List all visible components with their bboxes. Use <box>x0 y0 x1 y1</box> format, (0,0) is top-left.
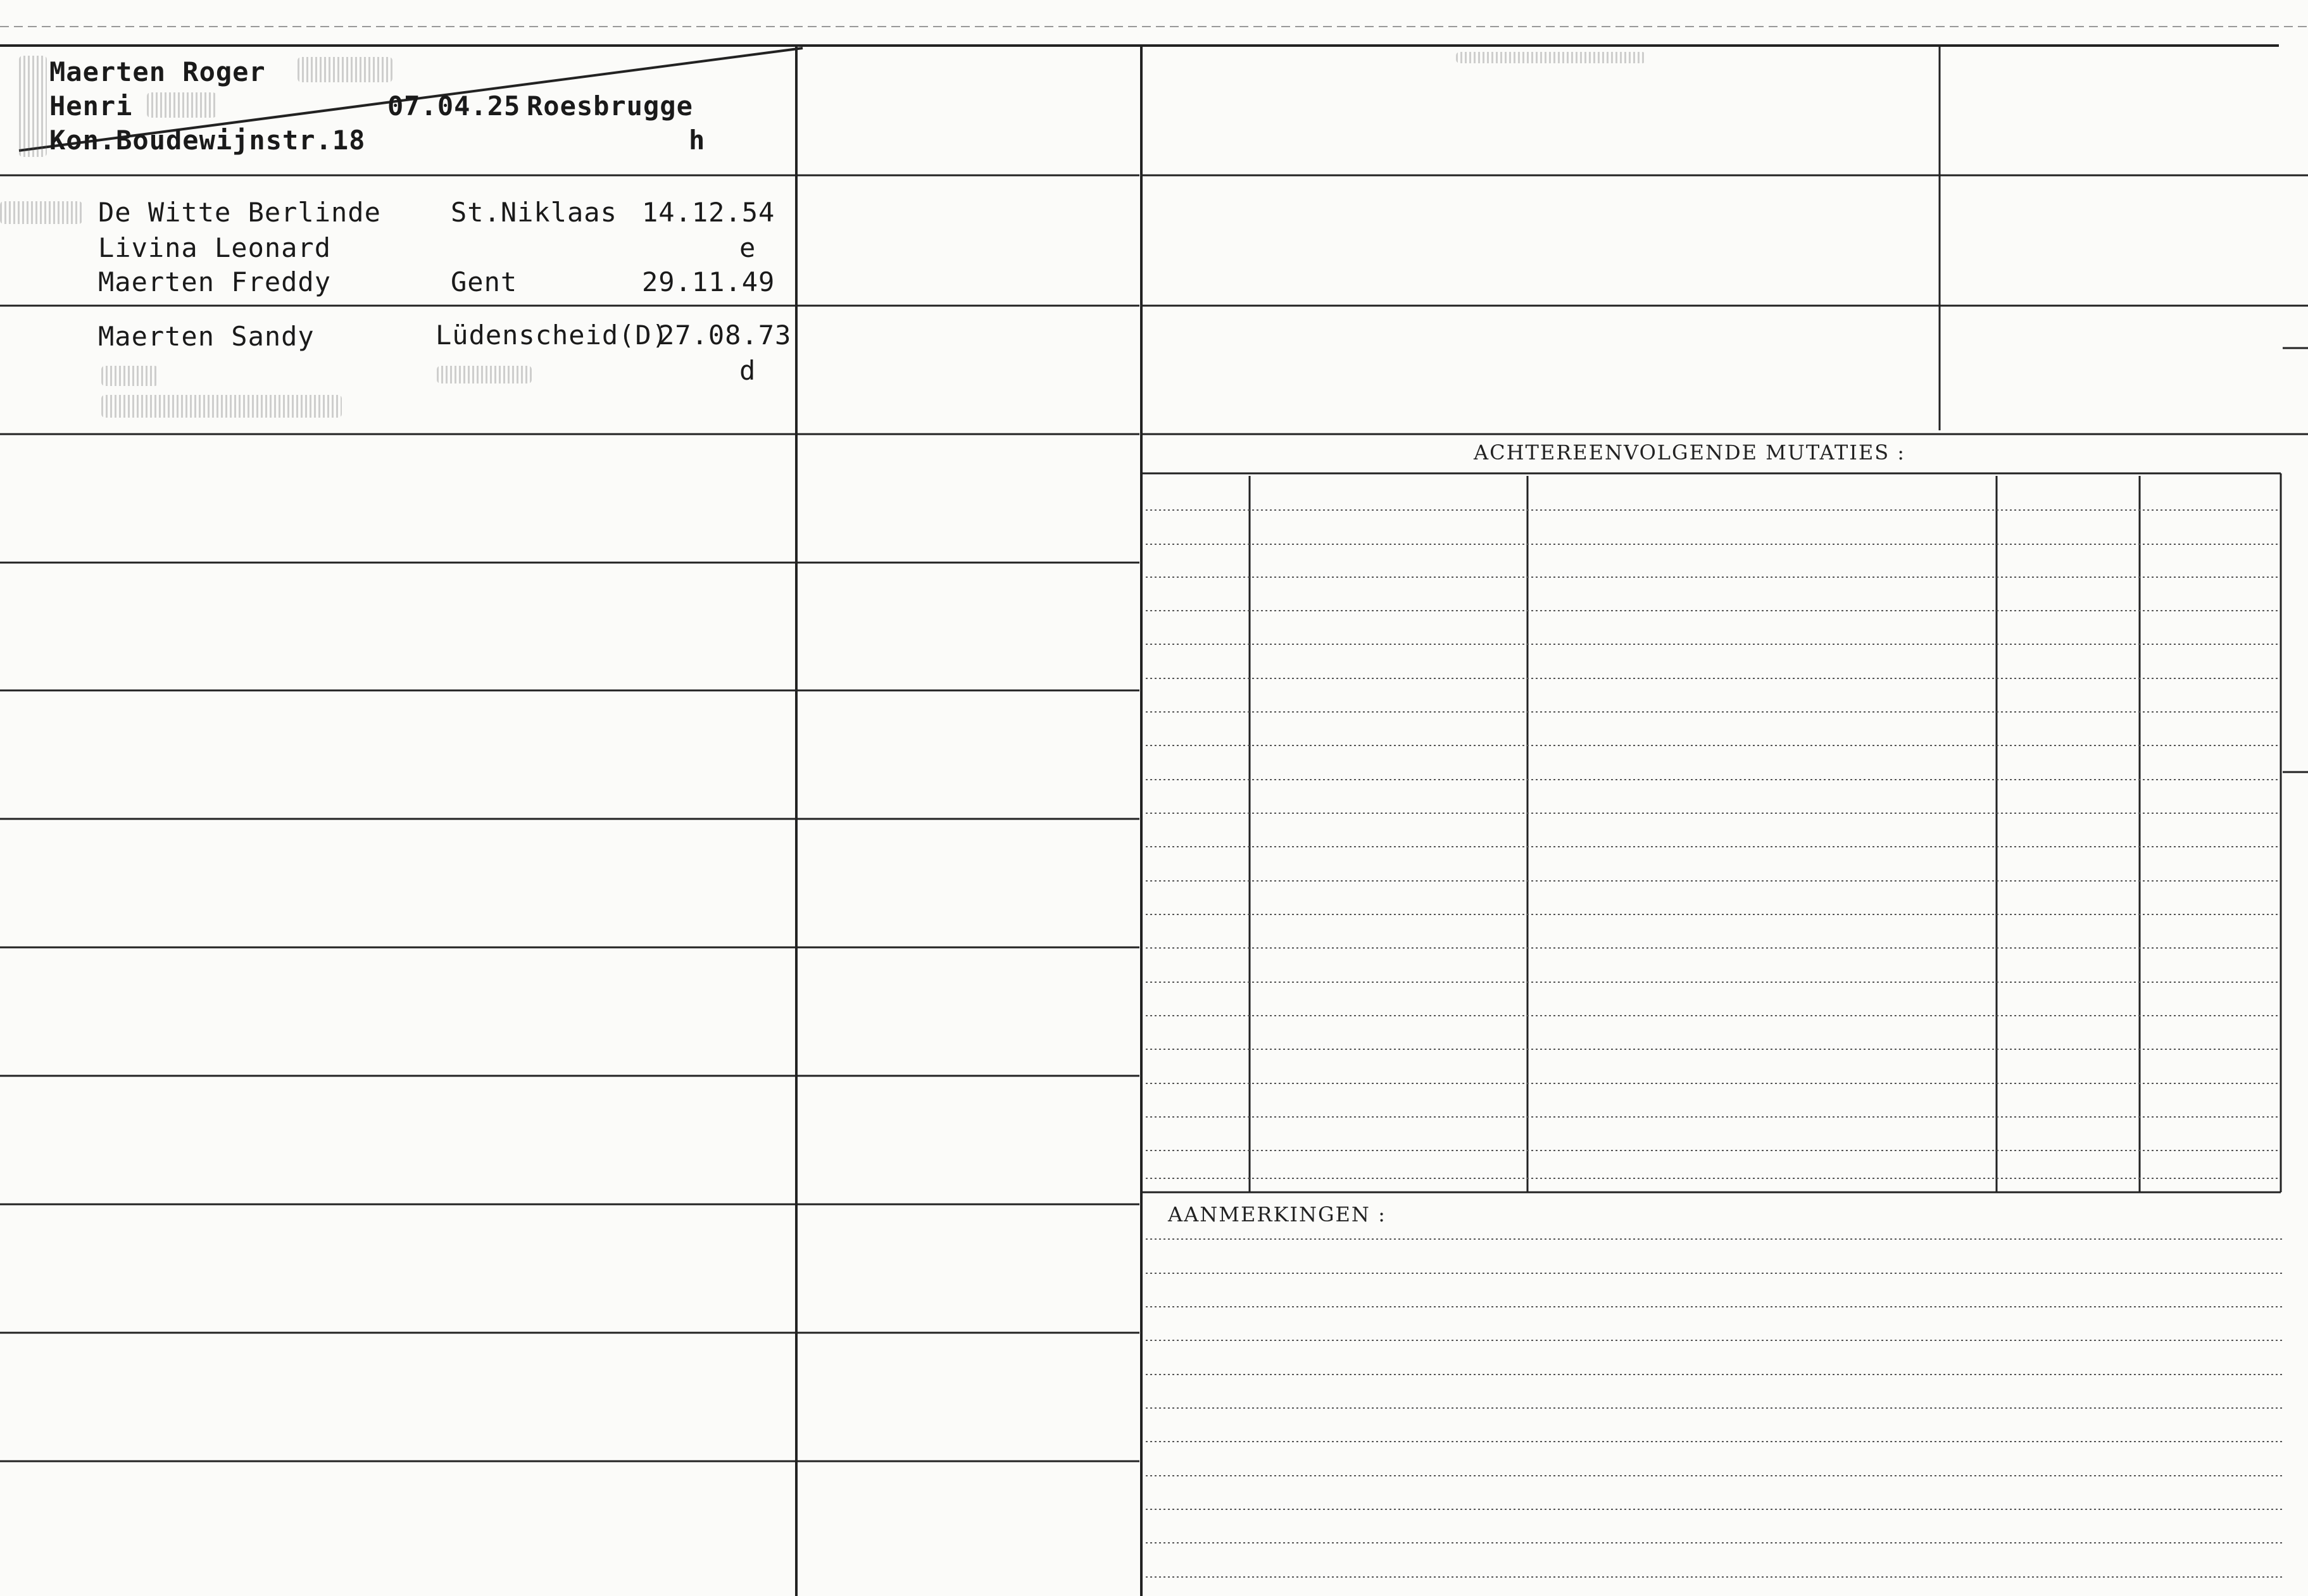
mutaties-header: ACHTEREENVOLGENDE MUTATIES : <box>1474 440 1906 464</box>
erasure-smudge <box>19 56 47 157</box>
member-3-name: Maerten Sandy <box>98 321 315 352</box>
erasure-smudge <box>0 201 82 224</box>
member-2-name: Maerten Freddy <box>98 266 332 297</box>
member-3-birth-place: Lüdenscheid(D) <box>436 320 669 351</box>
head-birth-date: 07.04.25 <box>387 90 521 122</box>
erasure-smudge <box>101 366 158 386</box>
erasure-smudge <box>101 395 342 418</box>
member-1-name-line2: Livina Leonard <box>98 232 332 263</box>
member-3-role-code: d <box>739 355 756 386</box>
head-birth-place: Roesbrugge <box>527 90 693 122</box>
aanmerkingen-header: AANMERKINGEN : <box>1168 1202 1386 1226</box>
member-1-birth-date: 14.12.54 <box>642 197 775 228</box>
member-3-birth-date: 27.08.73 <box>658 320 792 351</box>
erasure-smudge <box>298 57 392 82</box>
erasure-smudge <box>147 92 216 118</box>
member-1-name-line1: De Witte Berlinde <box>98 197 381 228</box>
member-1-role-code: e <box>739 232 756 263</box>
head-name-line1: Maerten Roger <box>49 56 266 87</box>
erasure-smudge <box>1456 52 1646 63</box>
member-2-birth-place: Gent <box>451 266 518 297</box>
erasure-smudge <box>437 366 532 383</box>
member-1-birth-place: St.Niklaas <box>451 197 617 228</box>
head-address: Kon.Boudewijnstr.18 <box>49 125 366 156</box>
head-role-code: h <box>689 125 706 156</box>
head-name-line2: Henri <box>49 90 133 122</box>
member-2-birth-date: 29.11.49 <box>642 266 775 297</box>
